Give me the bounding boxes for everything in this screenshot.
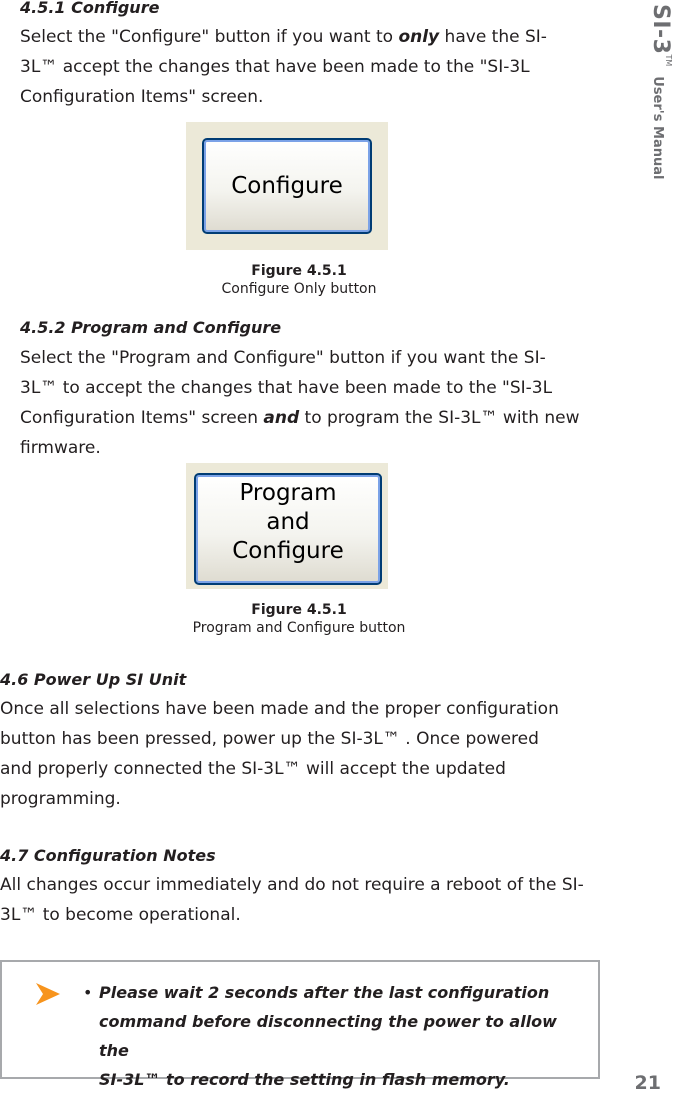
para-line: 3L™ accept the changes that have been made to the "SI-3L <box>20 57 530 77</box>
para-line: firmware. <box>20 438 101 458</box>
figure-label: Figure 4.5.1 <box>251 263 347 279</box>
button-line: and <box>266 509 310 535</box>
paragraph-4-5-2 <box>20 343 600 463</box>
para-line: Select the "Configure" button if you want to only have the SI- <box>20 27 547 47</box>
arrow-icon <box>34 980 64 1008</box>
heading-4-6: 4.6 Power Up SI Unit <box>0 670 187 689</box>
heading-4-7: 4.7 Configuration Notes <box>0 846 216 865</box>
side-tab <box>643 0 673 190</box>
figure-caption-text: Configure Only button <box>221 281 377 297</box>
paragraph-4-7 <box>0 870 600 930</box>
page-number: 21 <box>634 1072 661 1094</box>
para-line: button has been pressed, power up the SI-3L™ . Once powered <box>0 729 539 749</box>
program-and-configure-button[interactable] <box>194 473 382 585</box>
side-tab-text <box>648 4 673 179</box>
figure-caption-4-5-2 <box>186 601 412 637</box>
button-line: Program <box>239 480 337 506</box>
para-line: Once all selections have been made and the proper configuration <box>0 699 559 719</box>
figure-label: Figure 4.5.1 <box>251 602 347 618</box>
heading-4-5-1: 4.5.1 Configure <box>20 0 160 17</box>
paragraph-4-6 <box>0 694 600 814</box>
para-line: Configuration Items" screen and to program the SI-3L™ with new <box>20 408 580 428</box>
heading-4-5-2: 4.5.2 Program and Configure <box>20 318 282 337</box>
side-tm: TM <box>664 54 673 67</box>
para-line: All changes occur immediately and do not require a reboot of the SI- <box>0 875 584 895</box>
para-line: Select the "Program and Configure" button if you want the SI- <box>20 348 546 368</box>
note-box <box>0 960 600 1089</box>
para-line: Configuration Items" screen. <box>20 87 264 107</box>
para-line: and properly connected the SI-3L™ will accept the updated <box>0 759 506 779</box>
side-brand: SI-3 <box>648 4 673 55</box>
para-line: programming. <box>0 789 121 809</box>
figure-caption-text: Program and Configure button <box>192 620 406 636</box>
note-text <box>99 978 589 1094</box>
note-bullet: • <box>83 983 93 1002</box>
figure-program-configure-screenshot <box>186 463 388 589</box>
configure-button[interactable]: Configure <box>202 138 372 234</box>
note-line: SI-3L™ to record the setting in flash memory. <box>99 1070 510 1089</box>
button-line: Configure <box>232 538 344 564</box>
figure-configure-screenshot <box>186 122 388 250</box>
paragraph-4-5-1 <box>20 22 580 112</box>
para-line: 3L™ to accept the changes that have been made to the "SI-3L <box>20 378 553 398</box>
figure-caption-4-5-1 <box>186 262 412 298</box>
side-manual-label: User's Manual <box>650 76 665 180</box>
para-line: 3L™ to become operational. <box>0 905 241 925</box>
note-line: command before disconnecting the power to allow the <box>99 1012 557 1060</box>
note-line: Please wait 2 seconds after the last configuration <box>99 983 550 1002</box>
